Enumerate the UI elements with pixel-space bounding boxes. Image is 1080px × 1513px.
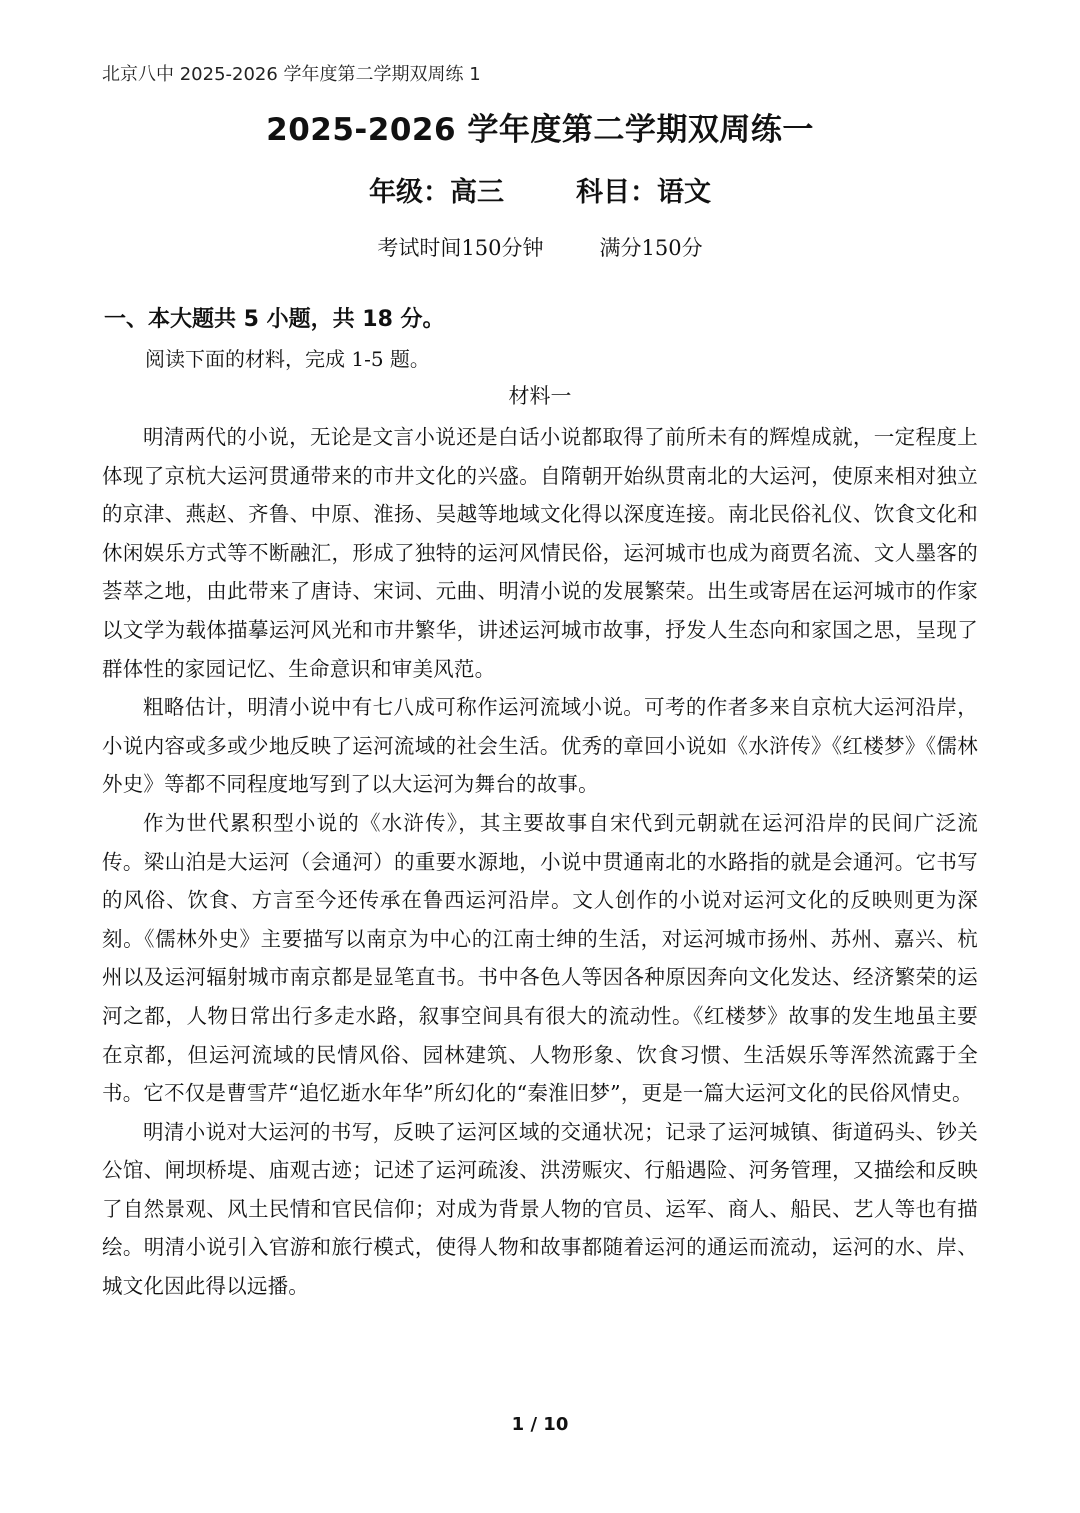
- paragraph: 粗略估计，明清小说中有七八成可称作运河流域小说。可考的作者多来自京杭大运河沿岸，小说内容或多或少地反映了运河流域的社会生活。优秀的章回小说如《水浒传》《红楼梦》《儒林外史》等都不同程度地写到了以大运河为舞台的故事。: [102, 695, 978, 797]
- page-number: 1 / 10: [511, 1414, 569, 1435]
- exam-duration: 考试时间150分钟: [377, 236, 544, 260]
- material-body: [102, 418, 978, 1306]
- material-title: 材料一: [508, 384, 572, 408]
- running-header: 北京八中 2025-2026 学年度第二学期双周练 1: [102, 64, 481, 85]
- page-title: 2025-2026 学年度第二学期双周练一: [266, 112, 814, 148]
- subject-label: 科目：语文: [576, 177, 711, 208]
- exam-meta: [0, 170, 1080, 209]
- section-instruction: 阅读下面的材料，完成 1-5 题。: [145, 347, 430, 371]
- grade-label: 年级：高三: [369, 177, 504, 208]
- paragraph: 作为世代累积型小说的《水浒传》，其主要故事自宋代到元朝就在运河沿岸的民间广泛流传。梁山泊是大运河（会通河）的重要水源地，小说中贯通南北的水路指的就是会通河。它书写的风俗、饮食、方言至今还传承在鲁西运河沿岸。文人创作的小说对运河文化的反映则更为深刻。《儒林外史》主要描写以南京为中心的江南士绅的生活，对运河城市扬州、苏州、嘉兴、杭州以及运河辐射城市南京都是显笔直书。书中各色人等因各种原因奔向文化发达、经济繁荣的运河之都，人物日常出行多走水路，叙事空间具有很大的流动性。《红楼梦》故事的发生地虽主要在京都，但运河流域的民情风俗、园林建筑、人物形象、饮食习惯、生活娱乐等浑然流露于全书。它不仅是曹雪芹“追忆逝水年华”所幻化的“秦淮旧梦”，更是一篇大运河文化的民俗风情史。: [102, 810, 978, 1106]
- paragraph: 明清两代的小说，无论是文言小说还是白话小说都取得了前所未有的辉煌成就，一定程度上体现了京杭大运河贯通带来的市井文化的兴盛。自隋朝开始纵贯南北的大运河，使原来相对独立的京津、燕赵、齐鲁、中原、淮扬、吴越等地域文化得以深度连接。南北民俗礼仪、饮食文化和休闲娱乐方式等不断融汇，形成了独特的运河风情民俗，运河城市也成为商贾名流、文人墨客的荟萃之地，由此带来了唐诗、宋词、元曲、明清小说的发展繁荣。出生或寄居在运河城市的作家以文学为载体描摹运河风光和市井繁华，讲述运河城市故事，抒发人生态向和家国之思，呈现了群体性的家园记忆、生命意识和审美风范。: [102, 425, 978, 681]
- section-heading: 一、本大题共 5 小题，共 18 分。: [104, 307, 445, 332]
- paragraph: 明清小说对大运河的书写，反映了运河区域的交通状况；记录了运河城镇、街道码头、钞关公馆、闸坝桥堤、庙观古迹；记述了运河疏浚、洪涝赈灾、行船遇险、河务管理，又描绘和反映了自然景观、风土民情和官民信仰；对成为背景人物的官员、运军、商人、船民、艺人等也有描绘。明清小说引入官游和旅行模式，使得人物和故事都随着运河的通运而流动，运河的水、岸、城文化因此得以远播。: [102, 1119, 978, 1299]
- exam-full-score: 满分150分: [599, 236, 703, 260]
- exam-info: [0, 232, 1080, 262]
